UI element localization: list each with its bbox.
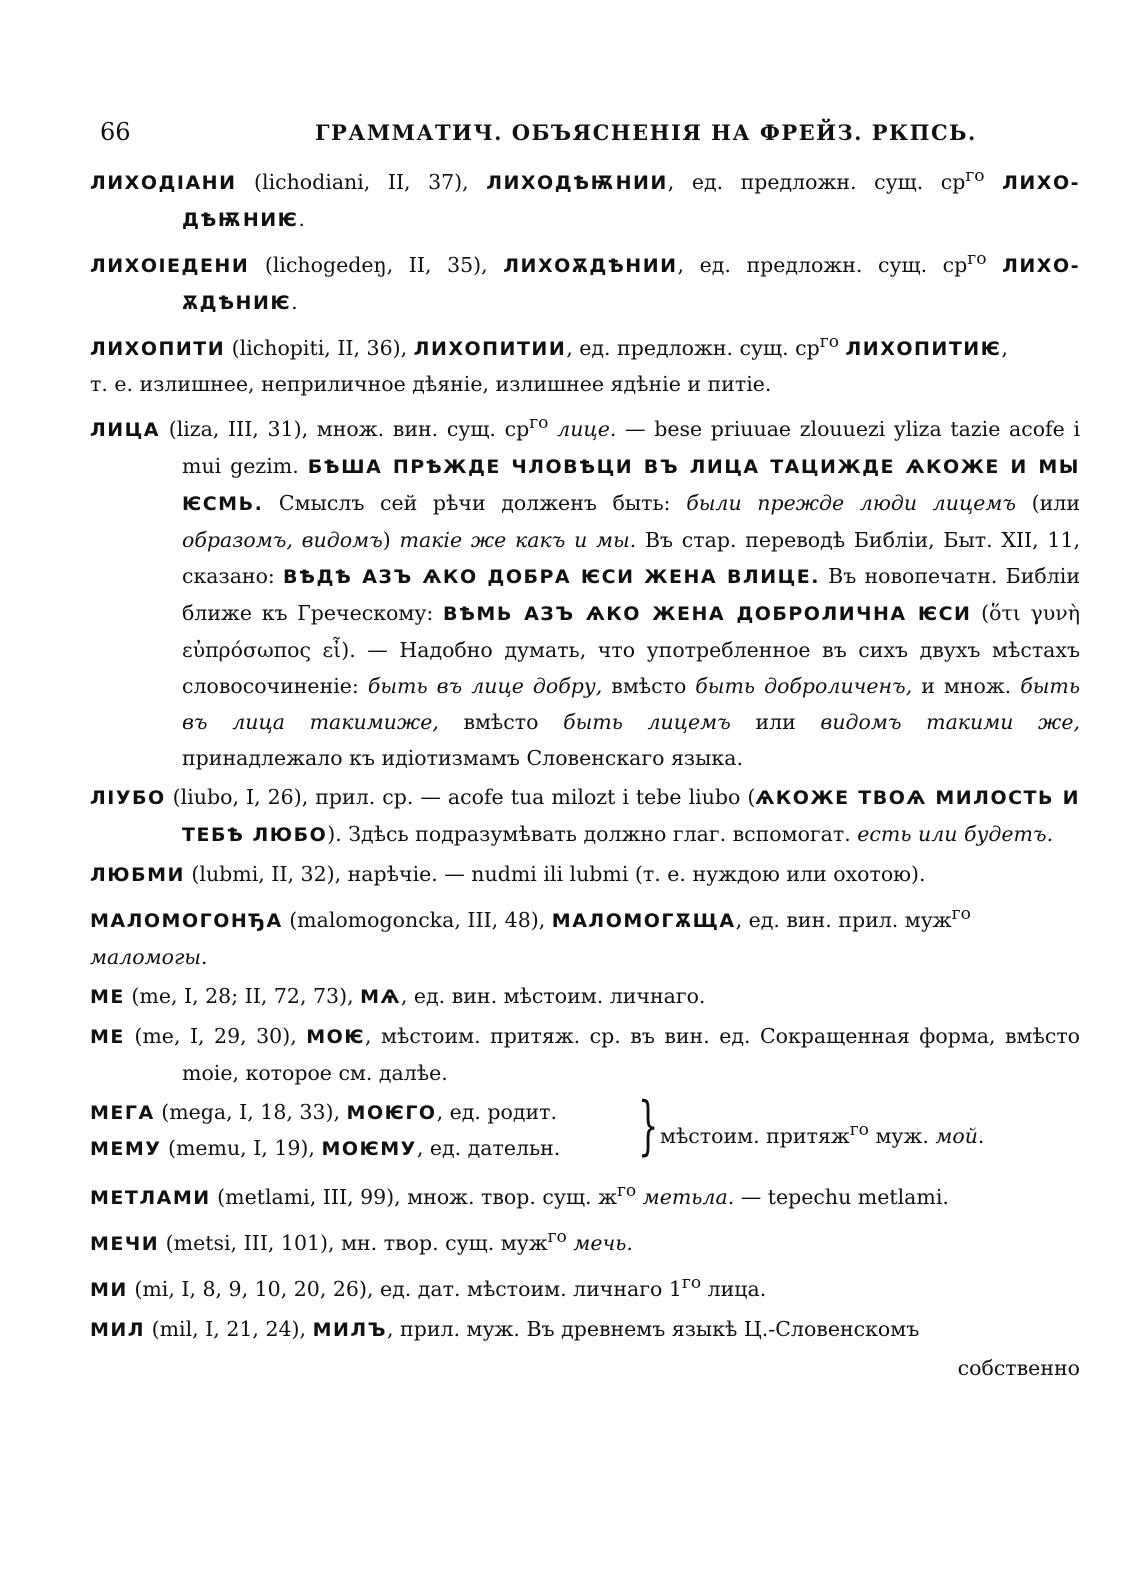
- headword-form: МИЛЪ: [312, 1318, 388, 1341]
- headword: ЛIУБО: [90, 787, 166, 810]
- entry-text: (lichodiani, II, 37),: [236, 169, 487, 194]
- italic-text: быть доброличенъ,: [695, 674, 913, 699]
- entry-lichodiani: [90, 158, 1080, 238]
- headword: ЛИХОIЕДЕНИ: [90, 254, 250, 277]
- catchword: собственно: [957, 1355, 1080, 1380]
- entry-text: принадлежало къ идiотизмамъ Словенскаго языка.: [182, 746, 743, 771]
- italic-text: мечь.: [573, 1230, 633, 1255]
- headword-form: ЛИХОѪДѢНИИ: [503, 254, 678, 277]
- entry-liubo: [90, 779, 1080, 853]
- entry-continuation: т. е. излишнее, неприличное дѣянiе, излишнее ядѣнiе и питiе.: [90, 372, 772, 397]
- running-head: ГРАММАТИЧ. ОБЪЯСНЕНIЯ НА ФРЕЙЗ. РКПСЬ.: [315, 120, 977, 145]
- entry-mega-memu: [90, 1089, 1080, 1170]
- entry-text: вмѣсто: [602, 674, 696, 699]
- entry-text: , ед. предложн. сущ. ср: [566, 335, 820, 360]
- entry-lica: [90, 405, 1080, 776]
- italic-text: мой.: [935, 1123, 985, 1148]
- headword: ЛИХОПИТИ: [90, 337, 226, 360]
- entry-text: (liza, III, 31), множ. вин. сущ. ср: [160, 417, 530, 442]
- italic-text: лице.: [557, 417, 617, 442]
- italic-text: видомъ такими же,: [820, 710, 1080, 735]
- headword-form: ЛИХО-ДѢѬНИѤ: [182, 171, 1080, 231]
- italic-text: такiе же какъ и мы.: [399, 528, 637, 553]
- headword-form: ЛИХОДѢѬНИИ: [486, 171, 668, 194]
- page-body: [90, 158, 1080, 1385]
- superscript: го: [616, 1181, 637, 1202]
- entry-text: [548, 417, 557, 441]
- entry-memu: [90, 1130, 560, 1167]
- curly-brace: }: [638, 1089, 659, 1164]
- entry-text: (mega, I, 18, 33),: [154, 1100, 347, 1125]
- entry-text: лица.: [701, 1276, 767, 1301]
- entry-text: , ед. дательн.: [416, 1136, 561, 1161]
- church-slavonic-quote: ѦКОЖЕ ТВОѦ МИЛОСТЬ И ТЕБѢ ЛЮБО: [182, 787, 1081, 847]
- entry-text: (lichogedeŋ, II, 35),: [249, 252, 504, 277]
- entry-lubmi: [90, 856, 1080, 893]
- church-slavonic-quote: ВѢДѢ АЗЪ ѦКО ДОБРА ѤСИ ЖЕНА ВЛИЦЕ.: [283, 566, 820, 589]
- italic-text: быть въ лице добру,: [367, 674, 603, 699]
- headword: МЕМУ: [90, 1138, 162, 1161]
- entry-text: ,: [1001, 335, 1008, 360]
- entry-text: — tepechu metlami.: [734, 1184, 949, 1209]
- entry-text: (mi, I, 8, 9, 10, 20, 26), ед. дат. мѣстоим. личнаго 1: [127, 1276, 682, 1301]
- headword: МИ: [90, 1278, 128, 1301]
- headword: МАЛОМОГОНЂА: [90, 910, 283, 933]
- entry-text: (lubmi, II, 32), нарѣчiе. — nudmi ili lubmi (т. е. нуждою или охотою).: [184, 862, 926, 887]
- italic-text: есть или будетъ.: [857, 822, 1054, 847]
- superscript: го: [967, 248, 987, 269]
- entry-text: муж.: [868, 1123, 936, 1148]
- superscript: го: [681, 1272, 702, 1293]
- superscript: го: [965, 166, 985, 186]
- headword-form: МОѤГО: [346, 1102, 437, 1125]
- entry-text: , ед. предложн. сущ. ср: [667, 169, 966, 194]
- page-number: 66: [100, 118, 131, 146]
- entry-text: (mil, I, 21, 24),: [145, 1316, 313, 1341]
- entry-text: или: [730, 710, 821, 735]
- entry-text: (metlami, III, 99), множ. твор. сущ. ж: [210, 1184, 617, 1209]
- italic-text: быть лицемъ: [563, 710, 731, 735]
- headword-form: МОѤМУ: [321, 1138, 417, 1161]
- entry-text: (metsi, III, 101), мн. твор. сущ. муж: [159, 1230, 548, 1255]
- entry-text: [985, 170, 1003, 194]
- superscript: го: [849, 1120, 869, 1141]
- superscript: го: [547, 1226, 567, 1247]
- headword-form: МОѤ: [306, 1026, 366, 1049]
- headword: МЕЧИ: [90, 1232, 160, 1255]
- entry-text: мѣстоим. притяж: [660, 1123, 850, 1148]
- entry-text: (malomogoncka, III, 48),: [282, 908, 552, 933]
- entry-malomogoncka: [90, 896, 1080, 975]
- entry-text: , ед. предложн. сущ. ср: [677, 252, 968, 277]
- entry-me-2: [90, 1018, 1080, 1091]
- entry-lichopiti: [90, 324, 1080, 403]
- entry-mi: [90, 1265, 1080, 1308]
- entry-text: ). Здѣсь подразумѣвать должно глаг. вспомогат.: [327, 822, 858, 847]
- entry-mega: [90, 1094, 557, 1131]
- italic-text: были прежде люди лицемъ: [686, 491, 1017, 516]
- headword: ЛИЦА: [90, 419, 161, 442]
- headword-form: ЛИХОПИТИѤ: [845, 337, 1002, 360]
- entry-text: , ед. вин. мѣстоим. личнаго.: [400, 984, 706, 1009]
- entry-text: , ед. вин. прил. муж: [735, 908, 952, 933]
- page-header: [100, 118, 1090, 150]
- headword: МЕТЛАМИ: [90, 1186, 211, 1209]
- superscript: го: [529, 413, 549, 434]
- entry-text: , ед. родит.: [436, 1100, 558, 1125]
- headword: МИЛ: [90, 1318, 146, 1341]
- entry-text: Въ стар. переводѣ Библiи, Быт. XII, 11, сказано:: [182, 528, 1080, 589]
- entry-text: .: [298, 206, 305, 231]
- headword-form: МѦ: [360, 986, 401, 1009]
- entry-text: (или: [1016, 491, 1081, 516]
- headword: МЕГА: [90, 1102, 155, 1125]
- headword: МЕ: [90, 986, 125, 1009]
- entry-text: , прил. муж. Въ древнемъ языкѣ Ц.-Словенскомъ: [387, 1316, 920, 1341]
- entry-text: ): [382, 528, 400, 553]
- superscript: го: [951, 904, 971, 925]
- entry-lichoiedeni: [90, 241, 1080, 321]
- headword: ЛЮБМИ: [90, 864, 185, 887]
- brace-explanation: [660, 1112, 984, 1154]
- entry-text: .: [291, 289, 298, 314]
- church-slavonic-quote: ВѢМЬ АЗЪ ѦКО ЖЕНА ДОБРОЛИЧНА ѤСИ: [442, 603, 972, 626]
- headword: МЕ: [90, 1026, 125, 1049]
- italic-text: образомъ, видомъ: [182, 528, 383, 553]
- entry-text: (me, I, 28; II, 72, 73),: [124, 984, 361, 1009]
- entry-text: (me, I, 29, 30),: [124, 1024, 307, 1049]
- entry-text: (lichopiti, II, 36),: [225, 335, 414, 360]
- headword: ЛИХОДIАНИ: [90, 171, 237, 194]
- headword-form: ЛИХОПИТИИ: [413, 337, 567, 360]
- church-slavonic-quote: БѢША ПРѢЖДЕ ЧЛОВѢЦИ ВЪ ЛИЦА ТАЦИЖДЕ ѦКОЖЕ И МЫ ѤСМЬ.: [182, 456, 1080, 516]
- headword-form: ЛИХО-ѪДѢНИѤ: [182, 254, 1080, 314]
- entry-text: — bese priuuae zlouuezi yliza tazie acofe i mui gezim.: [182, 417, 1080, 479]
- italic-text: быть въ лица такимиже,: [182, 674, 1080, 735]
- headword-form: МАЛОМОГѪЩА: [551, 910, 736, 933]
- entry-text: и множ.: [912, 674, 1021, 699]
- entry-mil: [90, 1311, 1080, 1348]
- superscript: го: [819, 331, 839, 352]
- entry-metlami: [90, 1173, 1080, 1216]
- entry-text: , мѣстоим. притяж. ср. въ вин. ед. Сокращенная форма, вмѣсто moie, которое см. далѣе.: [182, 1024, 1080, 1086]
- entry-text: (memu, I, 19),: [161, 1136, 322, 1161]
- entry-text: Смыслъ сей рѣчи долженъ быть:: [263, 491, 687, 516]
- entry-me-1: [90, 978, 1080, 1015]
- entry-text: вмѣсто: [438, 710, 564, 735]
- entry-text: (liubo, I, 26), прил. ср. — acofe tua milozt i tebe liubo (: [165, 785, 756, 810]
- italic-text: маломогы.: [90, 945, 208, 970]
- entry-text: (ὅτι γυνὴ εὐπρόσωπος εἶ). — Надобно думать, что употребленное въ сихъ двухъ мѣстахъ словосочиненiе:: [182, 601, 1080, 699]
- entry-text: Въ новопечатн. Библiи ближе къ Греческому:: [182, 564, 1080, 626]
- entry-text: [987, 253, 1003, 277]
- entry-mechi: [90, 1219, 1080, 1262]
- italic-text: метьла.: [642, 1184, 735, 1209]
